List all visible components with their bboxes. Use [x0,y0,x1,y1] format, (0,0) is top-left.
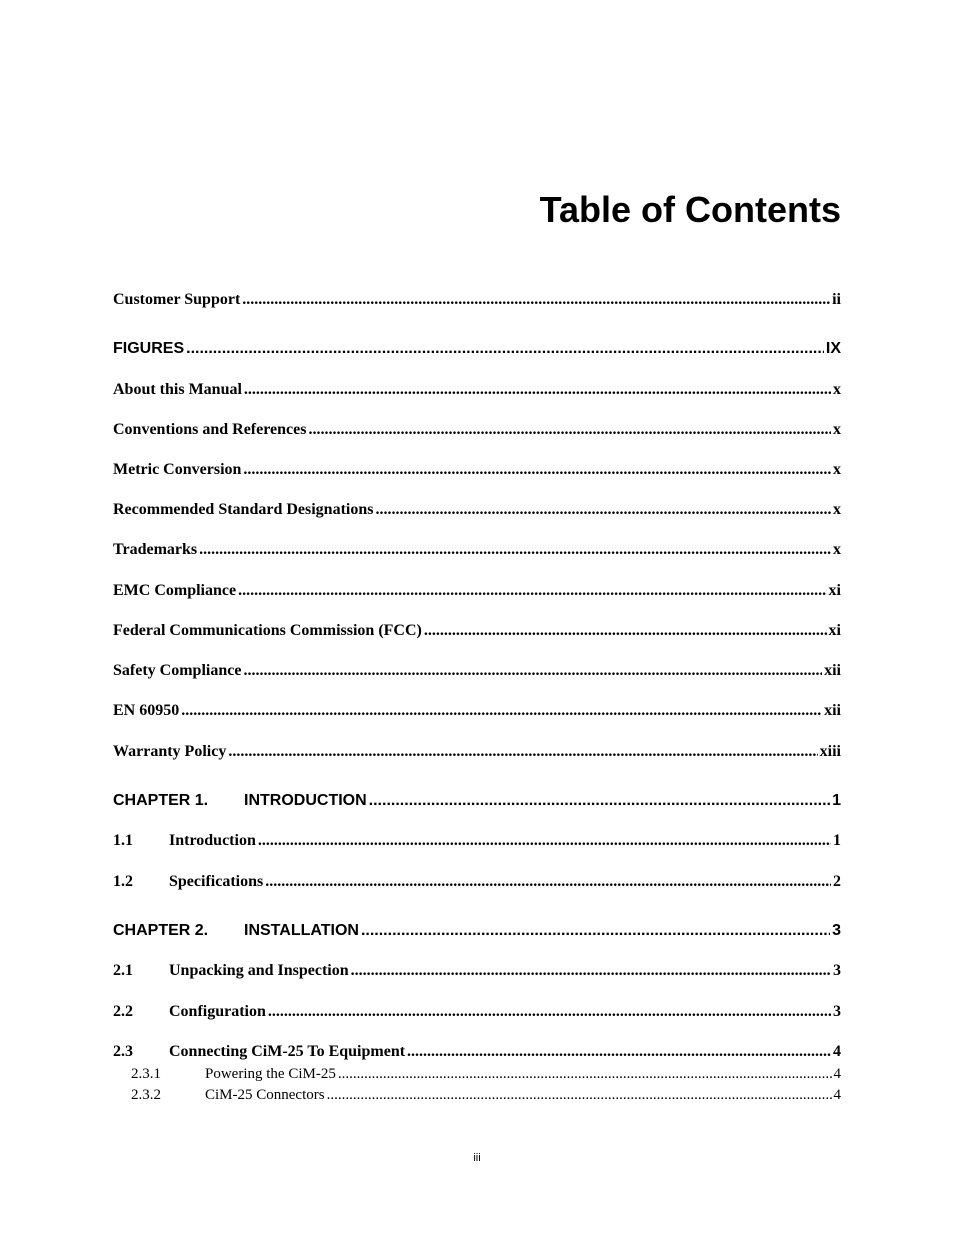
dot-leader [424,620,827,642]
toc-entry-page: x [833,501,841,518]
toc-entry-page: x [833,421,841,438]
toc-entry-title: Connecting CiM-25 To Equipment [169,1043,406,1060]
toc-entry-title: Conventions and References [113,421,307,438]
toc-entry-page: 3 [833,962,841,979]
dot-leader [242,289,830,311]
toc-entry-2-3-1[interactable] [131,1064,841,1084]
toc-entry-page: IX [825,340,841,357]
toc-entry-title: About this Manual [113,381,242,398]
toc-entry-2-3[interactable] [113,1041,841,1063]
dot-leader [199,539,831,561]
toc-entry-page: 4 [833,1087,841,1103]
toc-entry-page: xi [828,622,841,639]
toc-entry-chapter-1[interactable] [113,790,841,812]
dot-leader [407,1041,831,1063]
toc-entry-page: xii [824,662,841,679]
toc-entry-title: INTRODUCTION [244,792,367,809]
toc-entry-trademarks[interactable] [113,539,841,561]
toc-entry-warranty-policy[interactable] [113,741,841,763]
dot-leader [243,459,831,481]
toc-entry-page: xiii [819,743,841,760]
dot-leader [327,1085,832,1105]
toc-entry-page: xii [824,702,841,719]
toc-entry-en-60950[interactable] [113,700,841,722]
dot-leader [243,660,822,682]
toc-entry-number: 1.2 [113,873,133,890]
toc-entry-title: Configuration [169,1003,266,1020]
toc-entry-safety-compliance[interactable] [113,660,841,682]
toc-entry-page: 2 [833,873,841,890]
dot-leader [375,499,831,521]
toc-entry-2-3-2[interactable] [131,1085,841,1105]
toc-entry-number: 2.3.1 [131,1066,161,1082]
toc-entry-1-1[interactable] [113,830,841,852]
toc-entry-number: 2.1 [113,962,133,979]
toc-entry-number: 1.1 [113,832,133,849]
dot-leader [244,379,831,401]
dot-leader [228,741,817,763]
toc-entry-title: EN 60950 [113,702,180,719]
toc-entry-2-1[interactable] [113,960,841,982]
toc-entry-recommended-standard-designations[interactable] [113,499,841,521]
toc-entry-title: Customer Support [113,291,241,308]
toc-entry-title: Introduction [169,832,256,849]
toc-entry-title: Warranty Policy [113,743,227,760]
toc-entry-metric-conversion[interactable] [113,459,841,481]
toc-entry-page: 3 [833,1003,841,1020]
toc-entry-title: Powering the CiM-25 [205,1066,336,1082]
toc-entry-title: Recommended Standard Designations [113,501,374,518]
toc-entry-title: Unpacking and Inspection [169,962,349,979]
page-title: Table of Contents [539,189,841,230]
toc-entry-page: 1 [832,792,841,809]
toc-entry-page: xi [828,582,841,599]
dot-leader [308,419,831,441]
toc-entry-about-this-manual[interactable] [113,379,841,401]
toc-entry-title: Trademarks [113,541,198,558]
table-of-contents [113,0,841,1235]
toc-entry-page: 4 [833,1043,841,1060]
toc-entry-number: 2.3 [113,1043,133,1060]
toc-entry-title: INSTALLATION [244,922,359,939]
toc-entry-page: 3 [832,922,841,939]
page-number: iii [473,1152,481,1164]
dot-leader [361,920,830,942]
toc-entry-page: x [833,541,841,558]
dot-leader [369,790,830,812]
toc-entry-page: 1 [833,832,841,849]
dot-leader [258,830,831,852]
toc-entry-title: Metric Conversion [113,461,242,478]
dot-leader [268,1001,831,1023]
toc-entry-conventions-and-references[interactable] [113,419,841,441]
toc-entry-number: CHAPTER 2. [113,922,209,939]
dot-leader [351,960,831,982]
toc-entry-number: 2.3.2 [131,1087,161,1103]
toc-entry-title: EMC Compliance [113,582,237,599]
dot-leader [238,580,826,602]
toc-entry-title: Specifications [169,873,264,890]
dot-leader [186,338,824,360]
toc-entry-customer-support[interactable] [113,289,841,311]
toc-entry-2-2[interactable] [113,1001,841,1023]
dot-leader [181,700,822,722]
toc-entry-page: 4 [833,1066,841,1082]
toc-entry-number: CHAPTER 1. [113,792,209,809]
toc-entry-emc-compliance[interactable] [113,580,841,602]
toc-entry-page: x [833,381,841,398]
toc-entry-title: CiM-25 Connectors [205,1087,325,1103]
toc-entry-figures[interactable] [113,338,841,360]
toc-entry-page: ii [832,291,841,308]
toc-entry-page: x [833,461,841,478]
toc-entry-number: 2.2 [113,1003,133,1020]
toc-entry-fcc[interactable] [113,620,841,642]
dot-leader [265,871,831,893]
toc-entry-title: Federal Communications Commission (FCC) [113,622,422,639]
toc-entry-title: FIGURES [113,340,185,357]
toc-entry-title: Safety Compliance [113,662,242,679]
toc-entry-1-2[interactable] [113,871,841,893]
dot-leader [338,1064,832,1084]
toc-entry-chapter-2[interactable] [113,920,841,942]
